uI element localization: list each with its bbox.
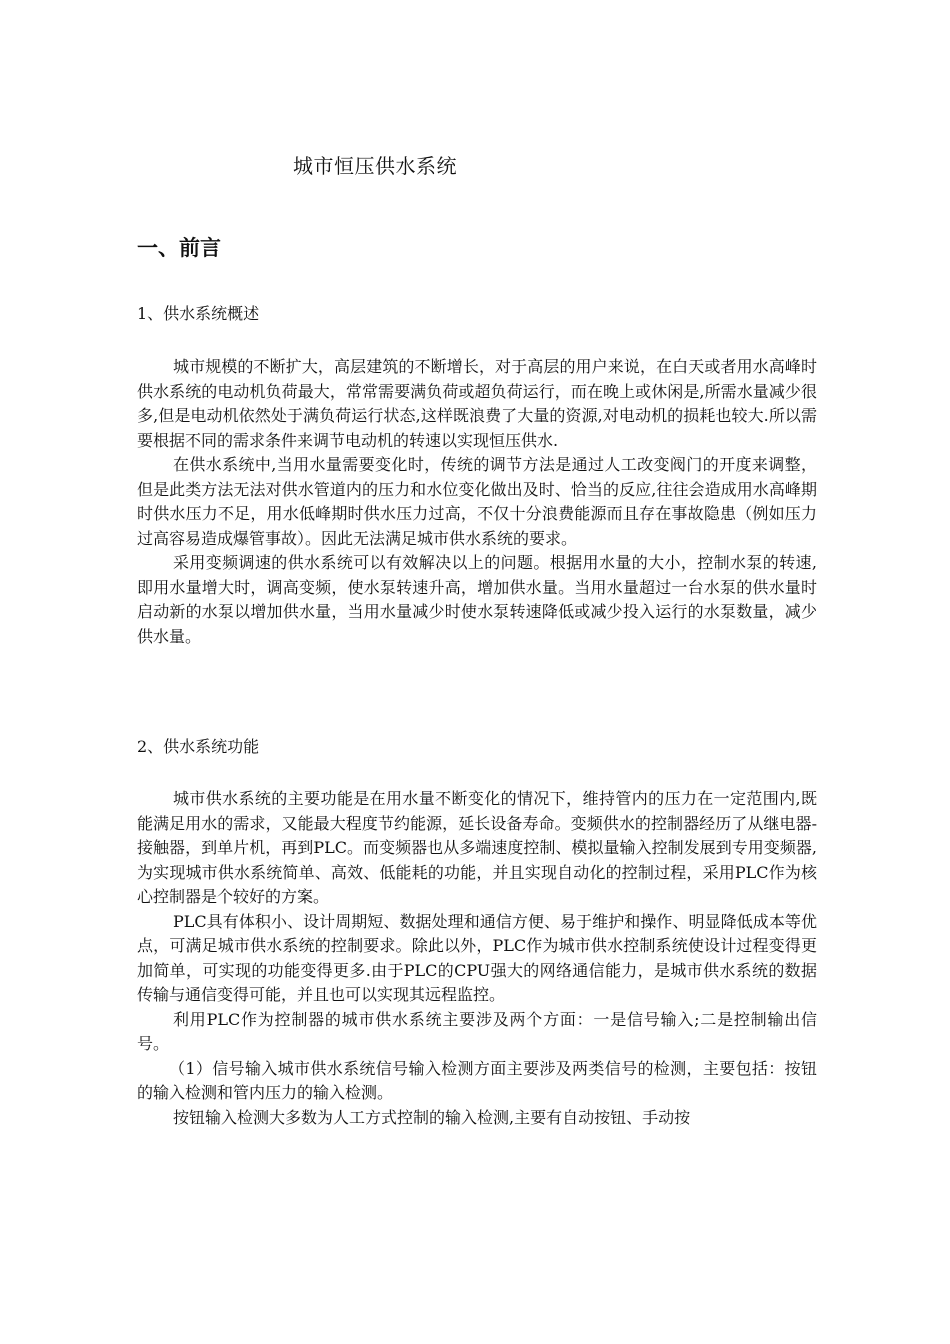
paragraph: （1）信号输入城市供水系统信号输入检测方面主要涉及两类信号的检测，主要包括：按钮的输入检测和管内压力的输入检测。 xyxy=(137,1058,817,1102)
paragraph: 按钮输入检测大多数为人工方式控制的输入检测,主要有自动按钮、手动按 xyxy=(173,1107,691,1127)
function-body xyxy=(137,787,817,1130)
paragraph: 利用PLC作为控制器的城市供水系统主要涉及两个方面：一是信号输入;二是控制输出信号。 xyxy=(137,1009,817,1053)
document-title: 城市恒压供水系统 xyxy=(293,154,457,178)
paragraph: 在供水系统中,当用水量需要变化时，传统的调节方法是通过人工改变阀门的开度来调整，但是此类方法无法对供水管道内的压力和水位变化做出及时、恰当的反应,往往会造成用水高峰期时供水压力不足，用水低峰期时供水压力过高，不仅十分浪费能源而且存在事故隐患（例如压力过高容易造成爆管事故）。因此无法满足城市供水系统的要求。 xyxy=(137,455,817,548)
subsection-heading-overview: 1、供水系统概述 xyxy=(137,304,260,323)
paragraph: PLC具有体积小、设计周期短、数据处理和通信方便、易于维护和操作、明显降低成本等优点，可满足城市供水系统的控制要求。除此以外，PLC作为城市供水控制系统使设计过程变得更加简单，可实现的功能变得更多.由于PLC的CPU强大的网络通信能力，是城市供水系统的数据传输与通信变得可能，并且也可以实现其远程监控。 xyxy=(137,911,817,1004)
overview-body xyxy=(137,355,817,649)
paragraph: 城市供水系统的主要功能是在用水量不断变化的情况下，维持管内的压力在一定范围内,既能满足用水的需求，又能最大程度节约能源，延长设备寿命。变频供水的控制器经历了从继电器-接触器，到单片机，再到PLC。而变频器也从多端速度控制、模拟量输入控制发展到专用变频器,为实现城市供水系统简单、高效、低能耗的功能，并且实现自动化的控制过程，采用PLC作为核心控制器是个较好的方案。 xyxy=(137,789,817,906)
paragraph: 城市规模的不断扩大，高层建筑的不断增长，对于高层的用户来说，在白天或者用水高峰时供水系统的电动机负荷最大，常常需要满负荷或超负荷运行，而在晚上或休闲是,所需水量减少很多,但是电动机依然处于满负荷运行状态,这样既浪费了大量的资源,对电动机的损耗也较大.所以需要根据不同的需求条件来调节电动机的转速以实现恒压供水. xyxy=(137,357,817,450)
paragraph: 采用变频调速的供水系统可以有效解决以上的问题。根据用水量的大小，控制水泵的转速,即用水量增大时，调高变频，使水泵转速升高，增加供水量。当用水量超过一台水泵的供水量时启动新的水泵以增加供水量，当用水量减少时使水泵转速降低或减少投入运行的水泵数量，减少供水量。 xyxy=(137,553,817,646)
subsection-heading-function: 2、供水系统功能 xyxy=(137,737,260,756)
section-heading-preface: 一、前言 xyxy=(137,236,221,260)
